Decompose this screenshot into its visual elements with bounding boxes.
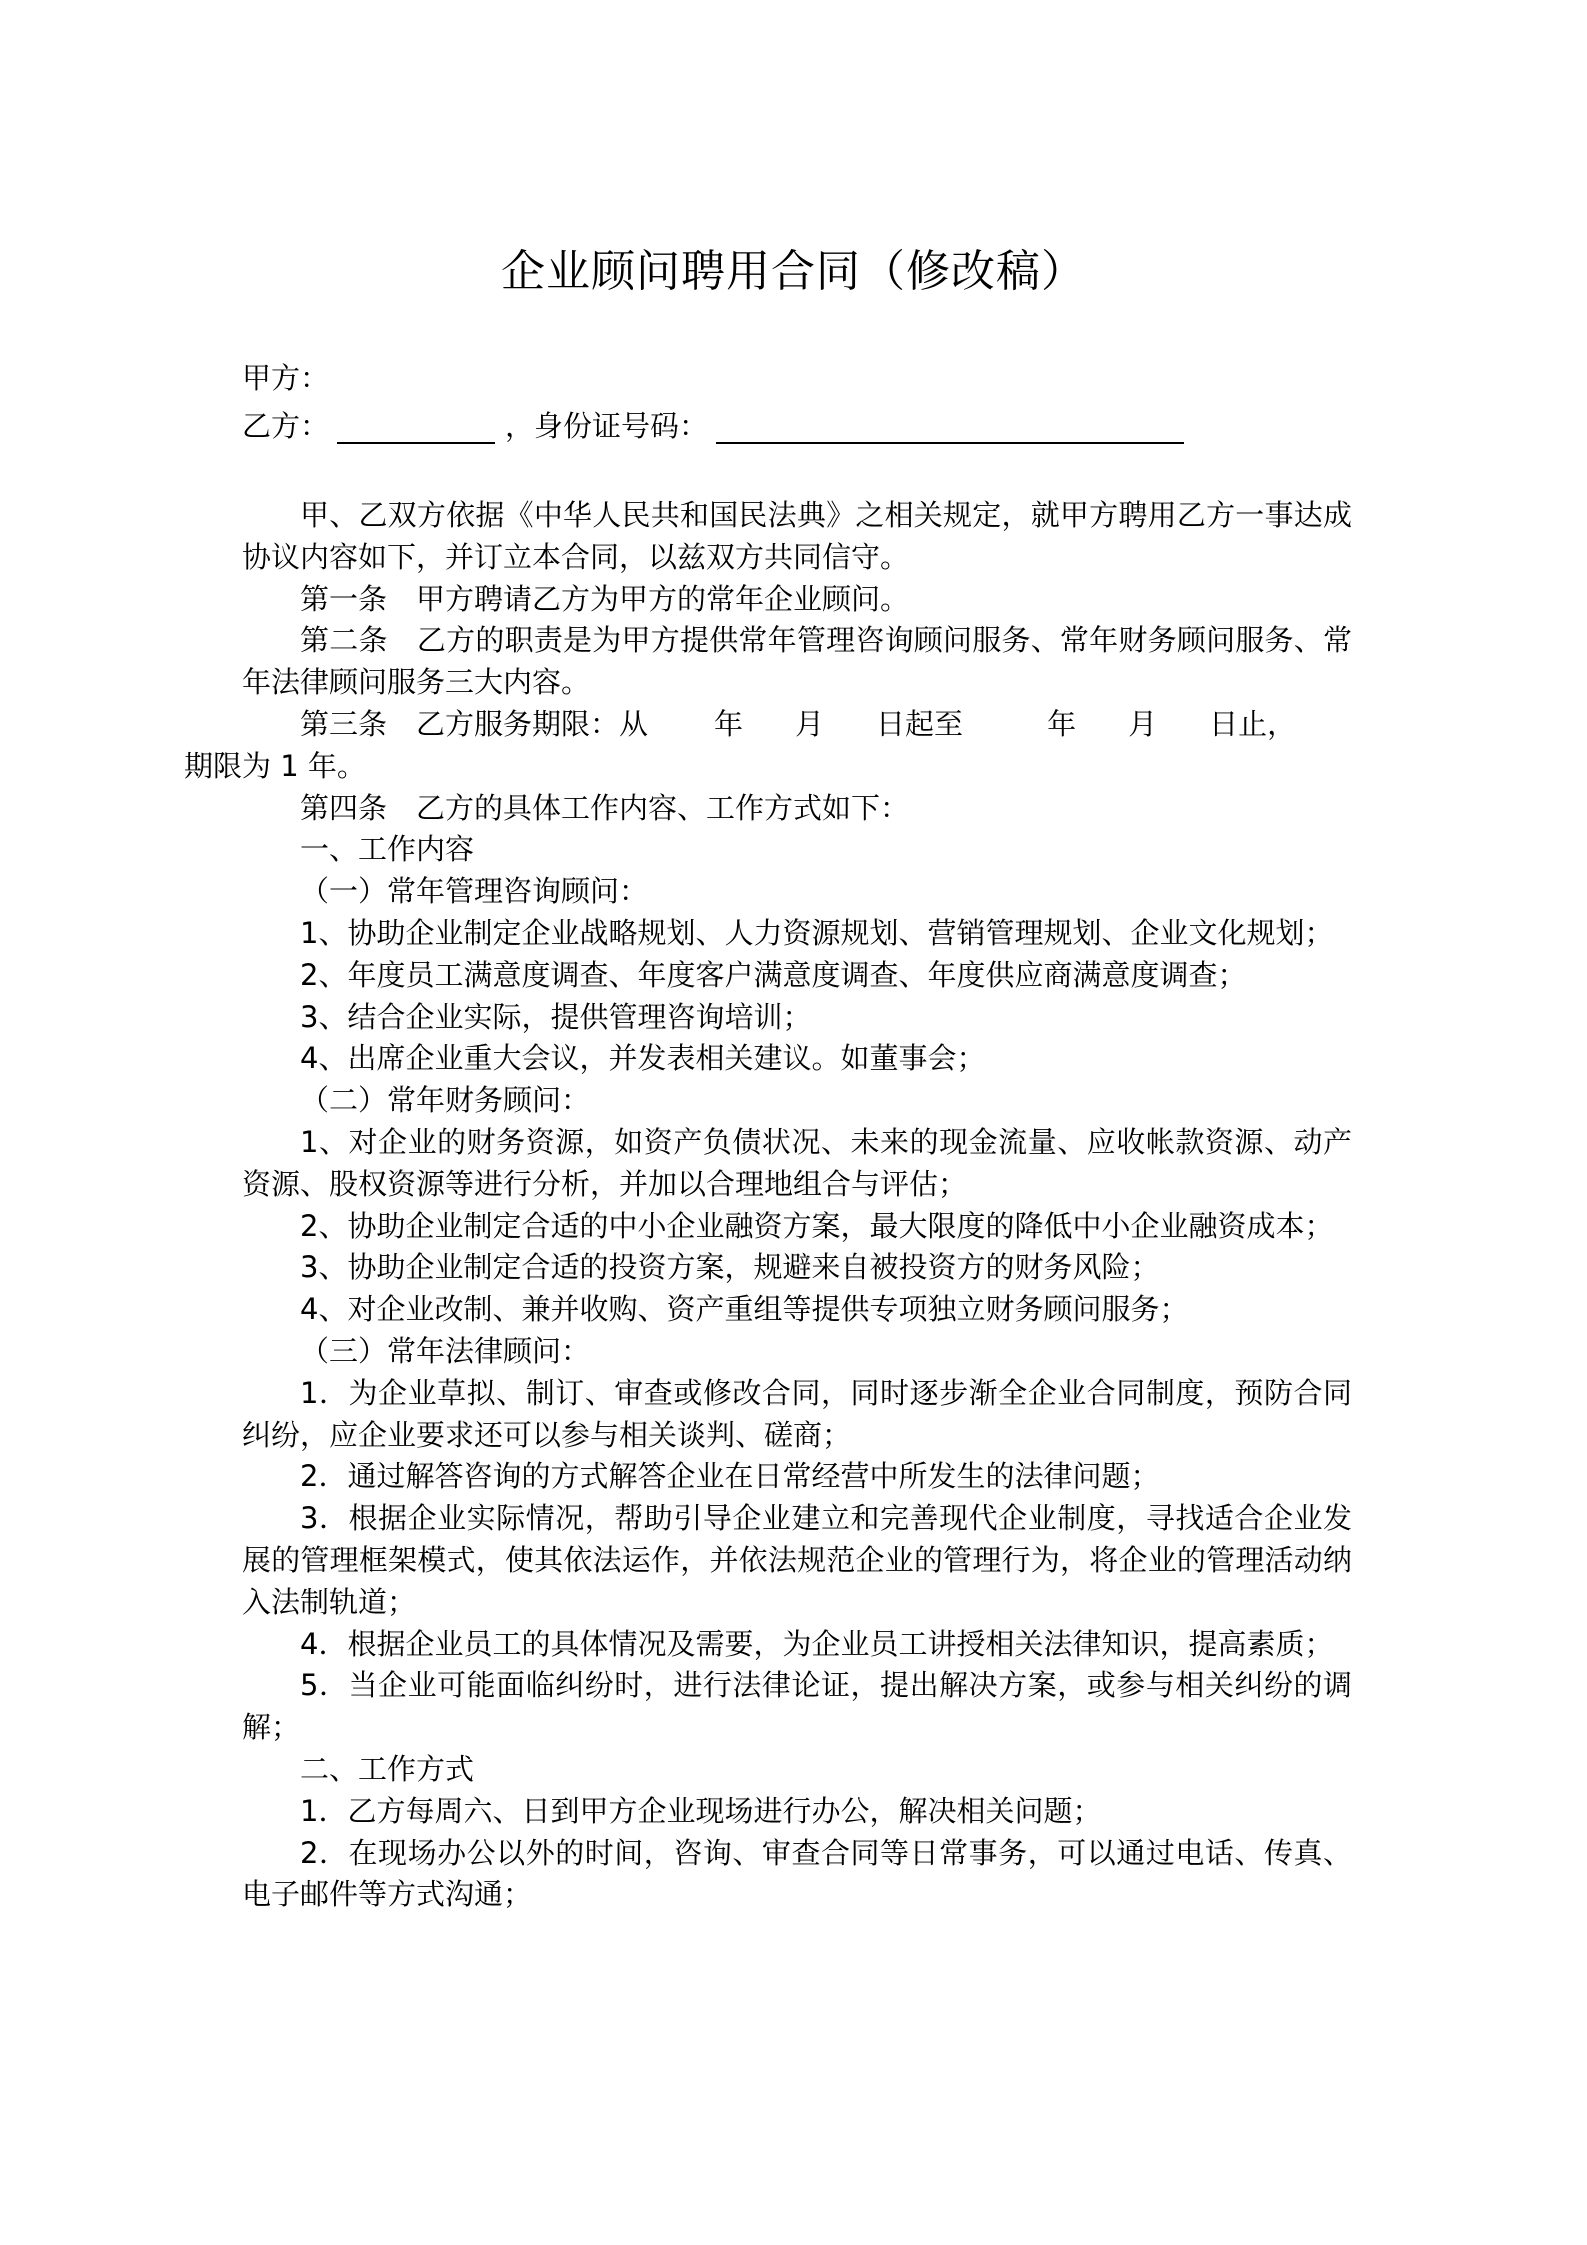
list-item: 4．根据企业员工的具体情况及需要，为企业员工讲授相关法律知识，提高素质；: [300, 1626, 1334, 1661]
term-duration: 期限为 1 年。: [184, 748, 366, 783]
id-number-label: ，身份证号码：: [505, 409, 709, 443]
term-year-1: 年: [714, 706, 744, 741]
party-b-name-blank[interactable]: [337, 412, 495, 444]
term-month-2: 月: [1128, 706, 1158, 741]
party-a-label: 甲方：: [242, 361, 330, 395]
list-item: 2．通过解答咨询的方式解答企业在日常经营中所发生的法律问题；: [300, 1459, 1160, 1494]
list-item: 5．当企业可能面临纠纷时，进行法律论证，提出解决方案，或参与相关纠纷的调解；: [242, 1668, 1352, 1745]
list-item: 1．为企业草拟、制订、审查或修改合同，同时逐步渐全企业合同制度，预防合同纠纷，应企业要求还可以参与相关谈判、磋商；: [242, 1375, 1352, 1452]
list-item: 3、结合企业实际，提供管理咨询培训；: [300, 999, 812, 1034]
list-item: 3、协助企业制定合适的投资方案，规避来自被投资方的财务风险；: [300, 1250, 1160, 1285]
subsection-heading: （二）常年财务顾问：: [300, 1083, 591, 1118]
party-b-line: [242, 406, 1184, 446]
subsection-heading: （三）常年法律顾问：: [300, 1333, 591, 1368]
contract-paragraph: 甲、乙双方依据《中华人民共和国民法典》之相关规定，就甲方聘用乙方一事达成协议内容如下，并订立本合同，以兹双方共同信守。: [242, 498, 1352, 574]
section-heading: 二、工作方式: [300, 1751, 475, 1786]
term-lead: 第三条 乙方服务期限：从: [300, 706, 649, 741]
page-title: 企业顾问聘用合同（修改稿）: [501, 246, 1086, 297]
term-day-to: 日止，: [1209, 706, 1297, 741]
list-item: 1、协助企业制定企业战略规划、人力资源规划、营销管理规划、企业文化规划；: [300, 915, 1334, 950]
clause-4: 第四条 乙方的具体工作内容、工作方式如下：: [300, 790, 910, 825]
id-number-blank[interactable]: [716, 412, 1184, 444]
clause-3-term: [184, 704, 1352, 788]
clause-2: 第二条 乙方的职责是为甲方提供常年管理咨询顾问服务、常年财务顾问服务、常年法律顾问服务三大内容。: [242, 623, 1352, 700]
section-heading: 一、工作内容: [300, 832, 475, 867]
term-day-from: 日起至: [876, 706, 964, 741]
list-item: 1、对企业的财务资源，如资产负债状况、未来的现金流量、应收帐款资源、动产资源、股权资源等进行分析，并加以合理地组合与评估；: [242, 1124, 1352, 1201]
subsection-heading: （一）常年管理咨询顾问：: [300, 874, 649, 909]
party-b-label: 乙方：: [242, 409, 330, 443]
list-item: 4、出席企业重大会议，并发表相关建议。如董事会；: [300, 1041, 986, 1076]
clause-1: 第一条 甲方聘请乙方为甲方的常年企业顾问。: [300, 581, 910, 616]
term-month-1: 月: [795, 706, 825, 741]
list-item: 2、协助企业制定合适的中小企业融资方案，最大限度的降低中小企业融资成本；: [300, 1208, 1334, 1243]
list-item: 2．在现场办公以外的时间，咨询、审查合同等日常事务，可以通过电话、传真、电子邮件等方式沟通；: [242, 1835, 1352, 1912]
term-year-2: 年: [1047, 706, 1077, 741]
list-item: 3．根据企业实际情况，帮助引导企业建立和完善现代企业制度，寻找适合企业发展的管理框架模式，使其依法运作，并依法规范企业的管理行为，将企业的管理活动纳入法制轨道；: [242, 1501, 1352, 1619]
party-a-line: [242, 358, 329, 398]
list-item: 2、年度员工满意度调查、年度客户满意度调查、年度供应商满意度调查；: [300, 957, 1247, 992]
list-item: 1．乙方每周六、日到甲方企业现场进行办公，解决相关问题；: [300, 1793, 1102, 1828]
contract-body: [184, 495, 1352, 1916]
list-item: 4、对企业改制、兼并收购、资产重组等提供专项独立财务顾问服务；: [300, 1292, 1189, 1327]
